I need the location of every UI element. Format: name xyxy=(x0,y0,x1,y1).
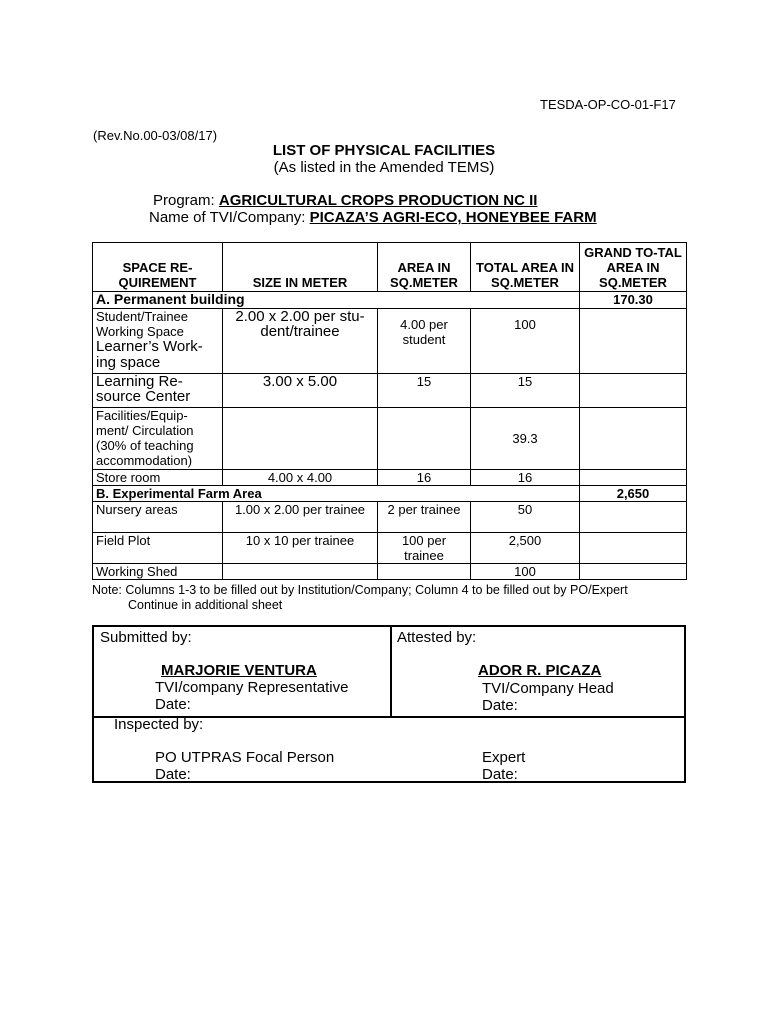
row-grand-total xyxy=(580,564,687,580)
row-grand-total xyxy=(580,374,687,408)
row-space: Working Shed xyxy=(93,564,223,580)
row-size xyxy=(223,408,378,470)
submitted-role: TVI/company Representative xyxy=(155,679,349,696)
expert-role: Expert xyxy=(482,749,526,766)
row-total: 2,500 xyxy=(471,533,580,564)
section-a-row xyxy=(93,292,687,309)
submitted-date: Date: xyxy=(155,696,191,713)
section-a-grand-total: 170.30 xyxy=(580,292,687,309)
row-area: 100 per trainee xyxy=(378,533,471,564)
table-row xyxy=(93,309,687,374)
row-total: 16 xyxy=(471,470,580,486)
space-name-alt: Learner’s Work-ing space xyxy=(96,338,203,371)
document-subtitle: (As listed in the Amended TEMS) xyxy=(273,159,495,176)
row-space: Nursery areas xyxy=(93,502,223,533)
section-b-grand-total: 2,650 xyxy=(580,486,687,502)
signature-divider xyxy=(390,627,392,716)
space-name: Student/Trainee Working Space xyxy=(96,309,189,339)
row-space: Learning Re-source Center xyxy=(93,374,223,408)
header-size: SIZE IN METER xyxy=(223,243,378,292)
form-code: TESDA-OP-CO-01-F17 xyxy=(540,97,676,112)
section-a-name: A. Permanent building xyxy=(93,292,580,309)
document-title: LIST OF PHYSICAL FACILITIES xyxy=(272,142,496,159)
row-total: 39.3 xyxy=(471,408,580,470)
row-size xyxy=(223,564,378,580)
attested-name: ADOR R. PICAZA xyxy=(478,662,602,679)
signature-block xyxy=(92,625,686,783)
tvi-label: Name of TVI/Company: xyxy=(149,209,306,226)
program-value: AGRICULTURAL CROPS PRODUCTION NC II xyxy=(218,192,538,209)
po-date: Date: xyxy=(155,766,191,783)
row-total: 100 xyxy=(471,309,580,374)
row-grand-total xyxy=(580,470,687,486)
row-size: 2.00 x 2.00 per stu-dent/trainee xyxy=(223,309,378,374)
attested-by-label: Attested by: xyxy=(397,629,477,646)
row-size: 3.00 x 5.00 xyxy=(223,374,378,408)
row-area: 15 xyxy=(378,374,471,408)
header-total-area: TOTAL AREA IN SQ.METER xyxy=(471,243,580,292)
row-area: 4.00 per student xyxy=(378,309,471,374)
row-area xyxy=(378,408,471,470)
table-header-row xyxy=(93,243,687,292)
table-row xyxy=(93,502,687,533)
note-line: Note: Columns 1-3 to be filled out by Institution/Company; Column 4 to be filled out by PO/Expert xyxy=(92,583,628,597)
row-area xyxy=(378,564,471,580)
po-role: PO UTPRAS Focal Person xyxy=(155,749,335,766)
facilities-table xyxy=(92,242,687,580)
program-line xyxy=(153,192,537,209)
row-size: 1.00 x 2.00 per trainee xyxy=(223,502,378,533)
row-grand-total xyxy=(580,408,687,470)
submitted-name: MARJORIE VENTURA xyxy=(161,662,317,679)
submitted-by-label: Submitted by: xyxy=(100,629,192,646)
program-label: Program: xyxy=(153,192,215,209)
table-row xyxy=(93,408,687,470)
table-row xyxy=(93,470,687,486)
revision-number: (Rev.No.00-03/08/17) xyxy=(93,128,218,143)
attested-date: Date: xyxy=(482,697,518,714)
row-size: 10 x 10 per trainee xyxy=(223,533,378,564)
header-space-requirement: SPACE RE-QUIREMENT xyxy=(93,243,223,292)
row-total: 50 xyxy=(471,502,580,533)
row-area: 16 xyxy=(378,470,471,486)
attested-role: TVI/Company Head xyxy=(482,680,614,697)
row-total: 15 xyxy=(471,374,580,408)
inspected-by-label: Inspected by: xyxy=(114,716,204,733)
row-grand-total xyxy=(580,309,687,374)
row-space: Field Plot xyxy=(93,533,223,564)
tvi-value: PICAZA’S AGRI-ECO, HONEYBEE FARM xyxy=(309,209,597,226)
section-b-name: B. Experimental Farm Area xyxy=(93,486,580,502)
row-grand-total xyxy=(580,533,687,564)
tvi-line xyxy=(149,209,597,226)
table-row xyxy=(93,533,687,564)
section-b-row xyxy=(93,486,687,502)
row-area: 2 per trainee xyxy=(378,502,471,533)
row-grand-total xyxy=(580,502,687,533)
row-space: Facilities/Equip-ment/ Circulation (30% of teaching accommodation) xyxy=(93,408,223,470)
row-space xyxy=(93,309,223,374)
header-area: AREA IN SQ.METER xyxy=(378,243,471,292)
row-size: 4.00 x 4.00 xyxy=(223,470,378,486)
table-row xyxy=(93,374,687,408)
expert-date: Date: xyxy=(482,766,518,783)
table-row xyxy=(93,564,687,580)
note-continuation: Continue in additional sheet xyxy=(128,598,283,612)
table-note xyxy=(92,583,628,613)
header-grand-total: GRAND TO-TAL AREA IN SQ.METER xyxy=(580,243,687,292)
row-space: Store room xyxy=(93,470,223,486)
row-total: 100 xyxy=(471,564,580,580)
